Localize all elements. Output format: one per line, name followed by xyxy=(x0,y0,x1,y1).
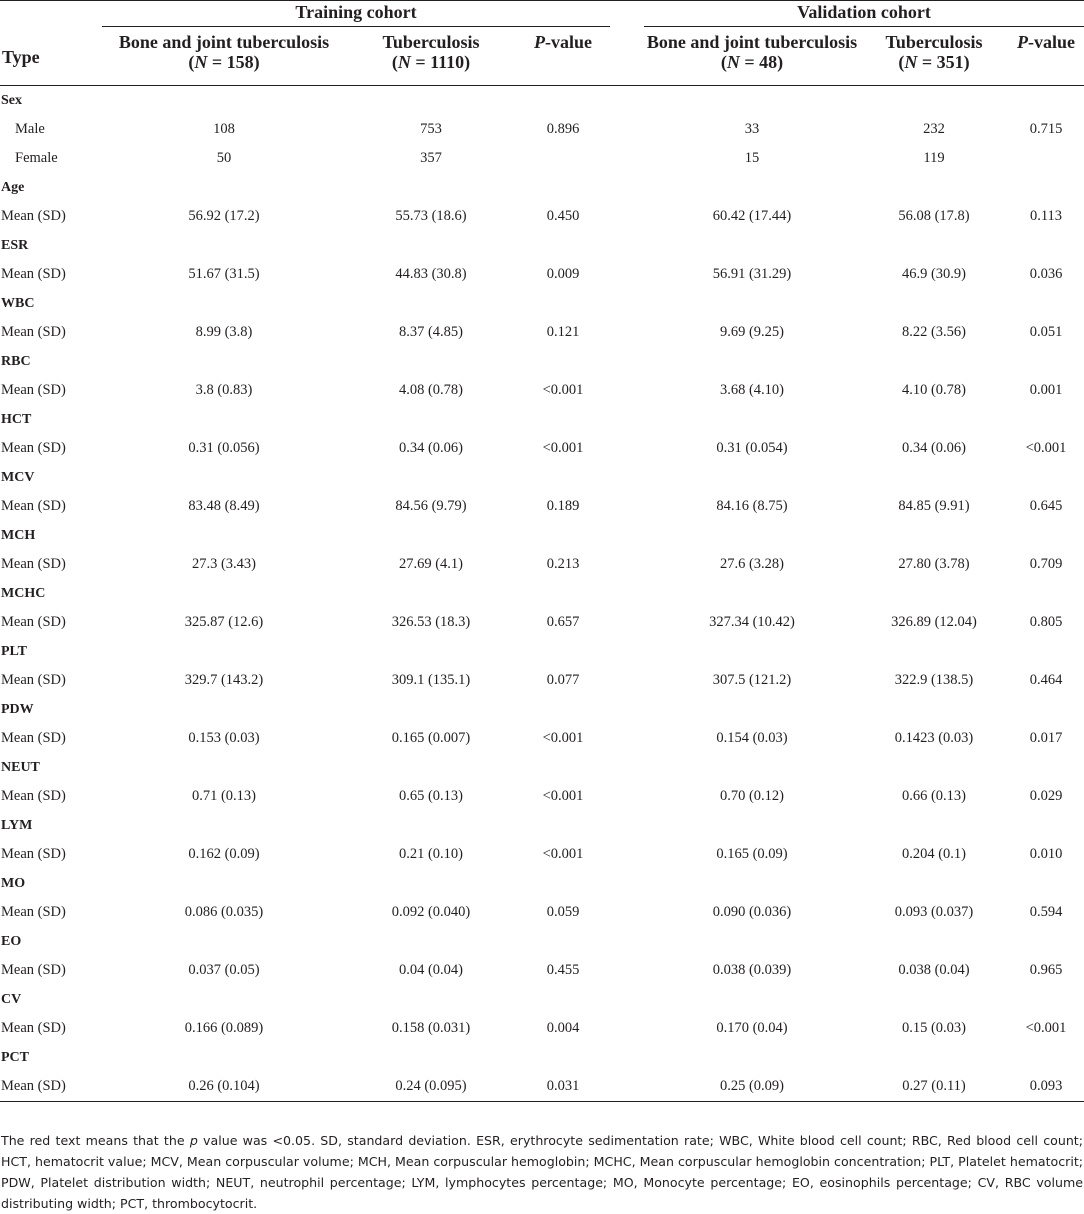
training-cohort-label: Training cohort xyxy=(102,2,610,27)
group-label: RBC xyxy=(1,353,31,369)
table-row xyxy=(0,782,1084,811)
train-bjt-cell: 0.153 (0.03) xyxy=(188,730,260,746)
row-label: Mean (SD) xyxy=(1,556,66,572)
train-bjt-cell: 51.67 (31.5) xyxy=(188,266,260,282)
table-row xyxy=(0,666,1084,695)
row-label: Mean (SD) xyxy=(1,324,66,340)
row-label: Mean (SD) xyxy=(1,730,66,746)
group-row xyxy=(0,927,1084,956)
row-label: Mean (SD) xyxy=(1,1078,66,1094)
valid-tb-cell: 0.27 (0.11) xyxy=(902,1078,966,1094)
valid-tb-cell: 46.9 (30.9) xyxy=(901,266,967,282)
group-row xyxy=(0,1043,1084,1072)
train-p-cell: 0.213 xyxy=(546,556,580,572)
valid-tb-header: Tuberculosis (N = 351) xyxy=(885,32,983,72)
train-p-cell: 0.009 xyxy=(546,266,580,282)
valid-p-cell: 0.093 xyxy=(1029,1078,1063,1094)
row-label: Mean (SD) xyxy=(1,788,66,804)
valid-p-cell: 0.051 xyxy=(1029,324,1063,340)
valid-p-cell: 0.017 xyxy=(1029,730,1063,746)
group-label: MCH xyxy=(1,527,36,543)
train-tb-cell: 44.83 (30.8) xyxy=(395,266,467,282)
row-label: Female xyxy=(15,150,58,166)
train-bjt-cell: 0.26 (0.104) xyxy=(188,1078,260,1094)
table-row xyxy=(0,840,1084,869)
train-p-cell: 0.031 xyxy=(546,1078,580,1094)
train-bjt-cell: 329.7 (143.2) xyxy=(184,672,264,688)
group-label: Sex xyxy=(1,92,22,108)
train-bjt-cell: 0.166 (0.089) xyxy=(184,1020,264,1036)
table-row xyxy=(0,260,1084,289)
valid-tb-n-symbol: N xyxy=(904,52,918,72)
train-bjt-cell: 0.31 (0.056) xyxy=(188,440,260,456)
table-row xyxy=(0,1014,1084,1043)
train-p-cell: 0.059 xyxy=(546,904,580,920)
table-row xyxy=(0,956,1084,985)
valid-p-cell: 0.029 xyxy=(1029,788,1063,804)
group-row xyxy=(0,695,1084,724)
valid-tb-cell: 322.9 (138.5) xyxy=(894,672,974,688)
valid-p-cell: 0.645 xyxy=(1029,498,1063,514)
valid-bjt-cell: 327.34 (10.42) xyxy=(709,614,795,630)
group-row xyxy=(0,521,1084,550)
train-p-cell: <0.001 xyxy=(542,788,584,804)
group-row xyxy=(0,405,1084,434)
group-label: PCT xyxy=(1,1049,29,1065)
valid-tb-cell: 326.89 (12.04) xyxy=(891,614,977,630)
table-row xyxy=(0,724,1084,753)
valid-p-cell: 0.113 xyxy=(1029,208,1063,224)
group-row xyxy=(0,985,1084,1014)
valid-bjt-cell: 0.31 (0.054) xyxy=(716,440,788,456)
row-label: Mean (SD) xyxy=(1,440,66,456)
train-p-cell: 0.189 xyxy=(546,498,580,514)
valid-bjt-label: Bone and joint tuberculosis xyxy=(646,32,858,52)
group-label: Age xyxy=(1,179,25,195)
valid-tb-cell: 0.093 (0.037) xyxy=(894,904,974,920)
train-tb-cell: 55.73 (18.6) xyxy=(395,208,467,224)
row-label: Male xyxy=(15,121,45,137)
column-header-row xyxy=(0,28,1084,86)
valid-bjt-cell: 56.91 (31.29) xyxy=(712,266,792,282)
valid-bjt-cell: 0.090 (0.036) xyxy=(712,904,792,920)
row-label: Mean (SD) xyxy=(1,846,66,862)
valid-tb-n: 351 xyxy=(936,52,964,72)
train-bjt-cell: 325.87 (12.6) xyxy=(184,614,264,630)
valid-bjt-cell: 0.165 (0.09) xyxy=(716,846,788,862)
valid-p-cell: 0.594 xyxy=(1029,904,1063,920)
group-label: HCT xyxy=(1,411,32,427)
row-label: Mean (SD) xyxy=(1,904,66,920)
train-tb-header: Tuberculosis (N = 1110) xyxy=(382,32,480,72)
train-p-suffix: -value xyxy=(545,32,592,52)
table-row xyxy=(0,376,1084,405)
group-row xyxy=(0,231,1084,260)
group-label: WBC xyxy=(1,295,35,311)
train-p-header xyxy=(516,28,610,86)
valid-tb-cell: 0.66 (0.13) xyxy=(901,788,967,804)
train-tb-cell: 0.165 (0.007) xyxy=(391,730,471,746)
group-label: PLT xyxy=(1,643,27,659)
training-cohort-header xyxy=(102,1,610,29)
row-label: Mean (SD) xyxy=(1,498,66,514)
train-tb-n-eq: = xyxy=(410,52,431,72)
group-label: MCHC xyxy=(1,585,46,601)
valid-bjt-cell: 0.70 (0.12) xyxy=(719,788,785,804)
train-p-cell xyxy=(516,144,610,173)
row-label: Mean (SD) xyxy=(1,614,66,630)
valid-bjt-cell: 84.16 (8.75) xyxy=(716,498,788,514)
train-tb-cell: 4.08 (0.78) xyxy=(398,382,464,398)
table-row xyxy=(0,608,1084,637)
valid-bjt-n: 48 xyxy=(759,52,778,72)
group-header-row xyxy=(0,1,1084,29)
valid-p-cell: 0.709 xyxy=(1029,556,1063,572)
valid-tb-cell: 0.1423 (0.03) xyxy=(894,730,974,746)
valid-p-cell: <0.001 xyxy=(1025,1020,1067,1036)
valid-p-cell: 0.001 xyxy=(1029,382,1063,398)
train-bjt-cell: 3.8 (0.83) xyxy=(195,382,253,398)
valid-p-cell: <0.001 xyxy=(1025,440,1067,456)
train-bjt-cell: 27.3 (3.43) xyxy=(191,556,257,572)
train-bjt-n-eq: = xyxy=(207,52,227,72)
table-row xyxy=(0,115,1084,144)
train-tb-cell: 27.69 (4.1) xyxy=(398,556,464,572)
train-p-cell: 0.657 xyxy=(546,614,580,630)
valid-bjt-cell: 3.68 (4.10) xyxy=(719,382,785,398)
train-p-symbol: P xyxy=(534,32,545,52)
valid-p-cell: 0.036 xyxy=(1029,266,1063,282)
train-bjt-cell: 0.162 (0.09) xyxy=(188,846,260,862)
group-row xyxy=(0,869,1084,898)
group-row xyxy=(0,637,1084,666)
train-tb-cell: 0.65 (0.13) xyxy=(398,788,464,804)
train-bjt-cell: 8.99 (3.8) xyxy=(195,324,253,340)
train-p-cell: <0.001 xyxy=(542,440,584,456)
valid-tb-cell: 119 xyxy=(923,150,945,166)
group-row xyxy=(0,811,1084,840)
train-tb-cell: 0.092 (0.040) xyxy=(391,904,471,920)
valid-p-suffix: -value xyxy=(1028,32,1075,52)
train-bjt-n: 158 xyxy=(226,52,254,72)
valid-tb-label: Tuberculosis xyxy=(885,32,983,52)
valid-bjt-cell: 15 xyxy=(744,150,760,166)
train-bjt-header: Bone and joint tuberculosis (N = 158) xyxy=(118,32,330,72)
valid-p-symbol: P xyxy=(1017,32,1028,52)
type-header: Type xyxy=(2,46,40,67)
table-row xyxy=(0,434,1084,463)
group-label: MO xyxy=(1,875,26,891)
train-p-cell: <0.001 xyxy=(542,846,584,862)
train-tb-cell: 0.34 (0.06) xyxy=(398,440,464,456)
table-row xyxy=(0,318,1084,347)
table-row xyxy=(0,202,1084,231)
table-body xyxy=(0,86,1084,1102)
valid-p-cell xyxy=(1008,144,1084,173)
valid-bjt-cell: 33 xyxy=(744,121,760,137)
train-tb-n-symbol: N xyxy=(397,52,411,72)
group-label: PDW xyxy=(1,701,34,717)
valid-p-cell: 0.464 xyxy=(1029,672,1063,688)
train-p-cell: 0.455 xyxy=(546,962,580,978)
valid-tb-cell: 0.204 (0.1) xyxy=(901,846,967,862)
valid-bjt-cell: 0.038 (0.039) xyxy=(712,962,792,978)
train-tb-cell: 0.24 (0.095) xyxy=(395,1078,467,1094)
group-row xyxy=(0,289,1084,318)
table-row xyxy=(0,898,1084,927)
table-row xyxy=(0,550,1084,579)
train-p-cell: 0.077 xyxy=(546,672,580,688)
valid-tb-cell: 4.10 (0.78) xyxy=(901,382,967,398)
valid-tb-cell: 8.22 (3.56) xyxy=(901,324,967,340)
group-label: EO xyxy=(1,933,22,949)
train-tb-cell: 326.53 (18.3) xyxy=(391,614,471,630)
valid-p-header xyxy=(1008,28,1084,86)
train-tb-cell: 0.21 (0.10) xyxy=(398,846,464,862)
valid-tb-cell: 27.80 (3.78) xyxy=(898,556,970,572)
footnote-part1: The red text means that the xyxy=(1,1133,190,1148)
train-bjt-cell: 50 xyxy=(216,150,232,166)
train-p-cell: 0.121 xyxy=(546,324,580,340)
table-row xyxy=(0,144,1084,173)
train-tb-cell: 8.37 (4.85) xyxy=(398,324,464,340)
valid-tb-cell: 0.34 (0.06) xyxy=(901,440,967,456)
train-tb-cell: 0.158 (0.031) xyxy=(391,1020,471,1036)
train-tb-cell: 309.1 (135.1) xyxy=(391,672,471,688)
valid-tb-cell: 84.85 (9.91) xyxy=(898,498,970,514)
group-row xyxy=(0,463,1084,492)
valid-bjt-header: Bone and joint tuberculosis (N = 48) xyxy=(646,32,858,72)
group-row xyxy=(0,86,1084,116)
row-label: Mean (SD) xyxy=(1,208,66,224)
row-label: Mean (SD) xyxy=(1,266,66,282)
train-tb-cell: 84.56 (9.79) xyxy=(395,498,467,514)
valid-bjt-cell: 0.25 (0.09) xyxy=(719,1078,785,1094)
valid-p-cell: 0.965 xyxy=(1029,962,1063,978)
group-label: LYM xyxy=(1,817,33,833)
group-label: ESR xyxy=(1,237,29,253)
train-tb-cell: 0.04 (0.04) xyxy=(398,962,464,978)
group-label: MCV xyxy=(1,469,35,485)
validation-cohort-header xyxy=(610,1,1084,29)
train-tb-cell: 357 xyxy=(420,150,442,166)
validation-cohort-label: Validation cohort xyxy=(644,2,1084,27)
valid-bjt-cell: 27.6 (3.28) xyxy=(719,556,785,572)
valid-tb-cell: 232 xyxy=(923,121,945,137)
train-bjt-cell: 108 xyxy=(213,121,235,137)
valid-tb-cell: 0.038 (0.04) xyxy=(898,962,970,978)
row-label: Mean (SD) xyxy=(1,672,66,688)
group-label: CV xyxy=(1,991,22,1007)
valid-bjt-n-eq: = xyxy=(739,52,760,72)
valid-bjt-n-symbol: N xyxy=(726,52,740,72)
train-bjt-cell: 0.71 (0.13) xyxy=(191,788,257,804)
footnote-p-symbol: p xyxy=(189,1133,198,1148)
valid-bjt-cell: 0.170 (0.04) xyxy=(716,1020,788,1036)
table-row xyxy=(0,492,1084,521)
valid-bjt-cell: 0.154 (0.03) xyxy=(716,730,788,746)
train-bjt-label: Bone and joint tuberculosis xyxy=(118,32,330,52)
train-bjt-cell: 0.086 (0.035) xyxy=(184,904,264,920)
group-row xyxy=(0,347,1084,376)
table-row xyxy=(0,1072,1084,1102)
row-label: Mean (SD) xyxy=(1,1020,66,1036)
train-tb-n: 1110 xyxy=(430,52,465,72)
train-tb-cell: 753 xyxy=(420,121,442,137)
valid-tb-cell: 0.15 (0.03) xyxy=(901,1020,967,1036)
footnote-part2: value was <0.05. SD, standard deviation. ESR, erythrocyte sedimentation rate; WBC, White blood cell count; RBC, Red blood cell count; HCT, hematocrit value; MCV, Mean corpuscular volume; MCH, Mean corpuscular hemoglobin; MCHC, Mean corpuscular hemoglobin concentration; PLT, Platelet hematocrit; PDW, Platelet distribution width; NEUT, neutrophil percentage; LYM, lymphocytes percentage; MO, Monocyte percentage; EO, eosinophils percentage; CV, RBC volume distributing width; PCT, thrombocytocrit. xyxy=(1,1133,1083,1211)
group-row xyxy=(0,173,1084,202)
valid-p-cell: 0.805 xyxy=(1029,614,1063,630)
valid-bjt-cell: 307.5 (121.2) xyxy=(712,672,792,688)
group-label: NEUT xyxy=(1,759,40,775)
train-bjt-n-symbol: N xyxy=(194,52,208,72)
row-label: Mean (SD) xyxy=(1,962,66,978)
row-label: Mean (SD) xyxy=(1,382,66,398)
table-footnote xyxy=(1,1130,1083,1214)
train-p-cell: 0.896 xyxy=(546,121,580,137)
train-tb-label: Tuberculosis xyxy=(382,32,480,52)
train-bjt-cell: 0.037 (0.05) xyxy=(188,962,260,978)
train-p-cell: 0.450 xyxy=(546,208,580,224)
valid-tb-n-eq: = xyxy=(917,52,937,72)
header-spacer xyxy=(0,1,102,29)
valid-p-cell: 0.010 xyxy=(1029,846,1063,862)
valid-p-cell: 0.715 xyxy=(1029,121,1063,137)
valid-bjt-cell: 60.42 (17.44) xyxy=(712,208,792,224)
train-p-cell: 0.004 xyxy=(546,1020,580,1036)
valid-bjt-cell: 9.69 (9.25) xyxy=(719,324,785,340)
group-row xyxy=(0,753,1084,782)
valid-tb-cell: 56.08 (17.8) xyxy=(898,208,970,224)
train-p-cell: <0.001 xyxy=(542,382,584,398)
train-bjt-cell: 56.92 (17.2) xyxy=(188,208,260,224)
group-row xyxy=(0,579,1084,608)
train-bjt-cell: 83.48 (8.49) xyxy=(188,498,260,514)
train-p-cell: <0.001 xyxy=(542,730,584,746)
